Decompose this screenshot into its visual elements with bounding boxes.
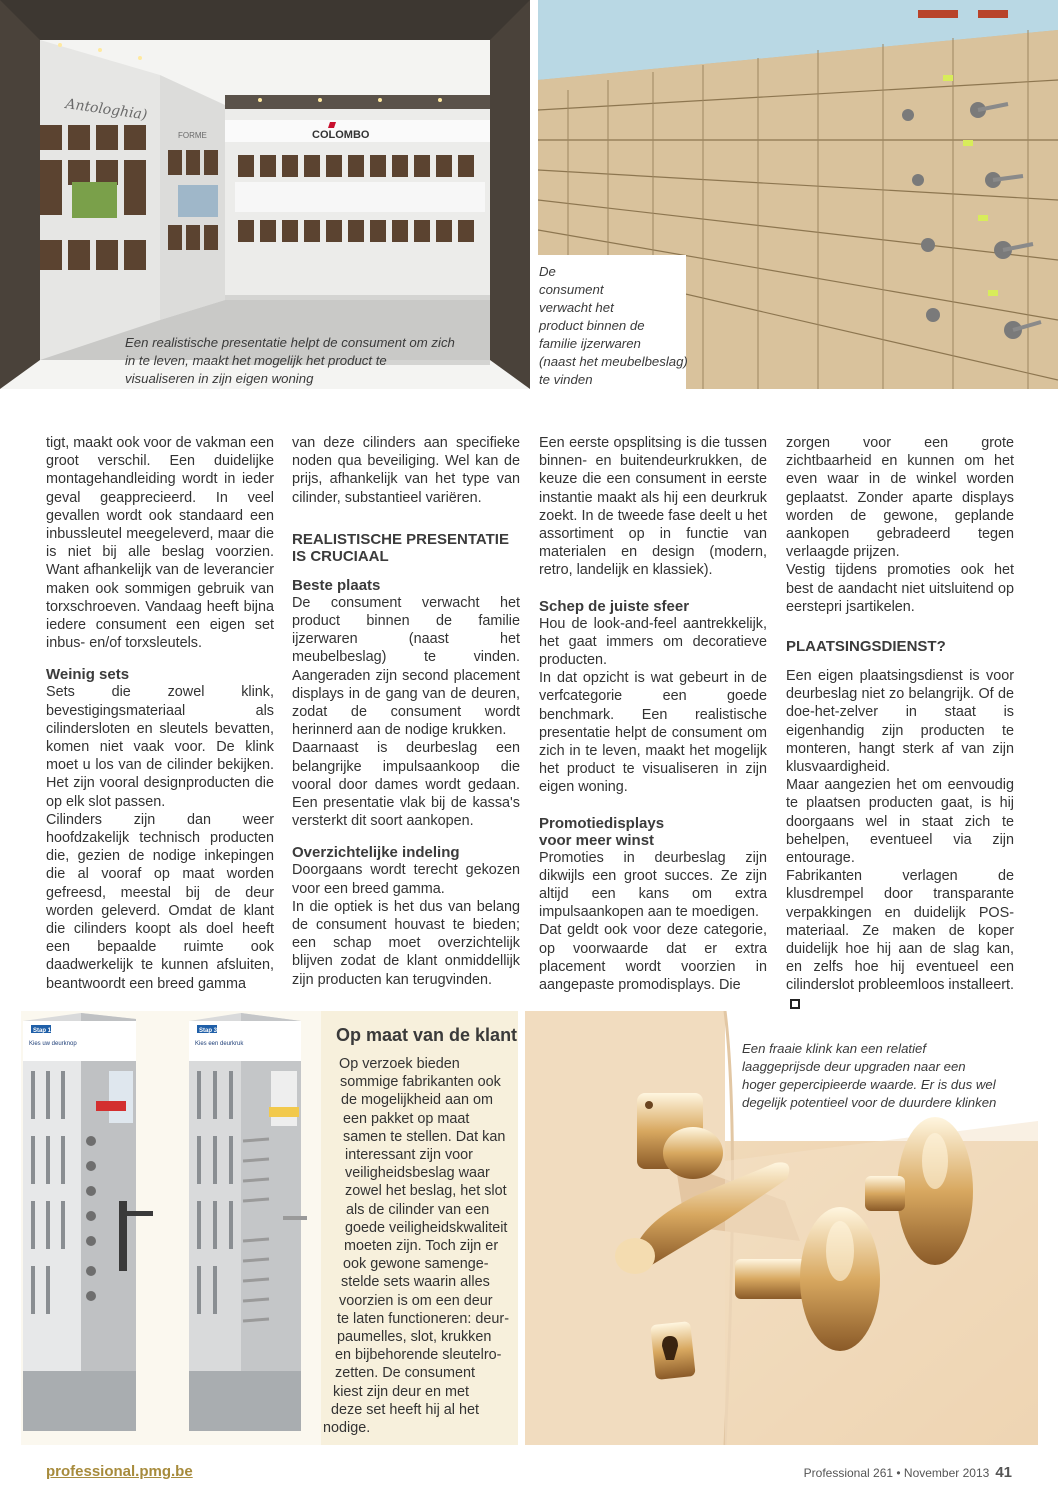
section-heading-plaatsingsdienst: PLAATSINGSDIENST? [786,638,946,656]
footer-url-link[interactable]: professional.pmg.be [46,1463,193,1480]
column-3 [539,434,767,994]
subheading-weinig-sets: Weinig sets [46,666,130,684]
store-wall-caption: De consument verwacht het product binnen de familie ijzerwaren (naast het meubelbeslag) te vinden [539,264,688,387]
display-stands-photo [21,1011,321,1445]
door-handle-caption: Een fraaie klink kan een relatief laaggeprijsde deur upgraden naar een hoger gepercipieerde waarde. Er is dus wel degelijk potentieel voor de duurdere klinken [742,1041,997,1110]
paragraph: tigt, maakt ook voor de vakman een groot verschil. Een duidelijke montagehandleiding wordt in ieder geval geapprecieerd. In veel gevallen wordt ook standaard een inbussleutel meegeleverd, maar die is niet bij alle beslag voorzien. Want afhankelijk van de leverancier maken ook sommigen gebruik van torxschroeven. Vandaag heeft bijna iedere consument een eigen set inbus- en/of torxsleutels. [46,435,274,652]
sidebar-text: Op verzoek bieden sommige fabrikanten ook de mogelijkheid aan om een pakket op maat samen te stellen. Dat kan interessant zijn voor veiligheidsbeslag waar zowel het beslag, het slot als de cilinder van een goede veiligheidskwaliteit moeten zijn. Toch zijn er ook gewone samenge- stelde sets waarin alles voorzien is om een deur te laten functioneren: deur- paumelles, slot, krukken en bijbehorende sleutelro- zetten. De consument kiest zijn deur en met deze set heeft hij al het nodige. [323,1056,509,1437]
showroom-photo [0,0,530,389]
subheading-beste-plaats: Beste plaats [292,576,381,594]
column-2 [292,434,520,989]
sidebar-title: Op maat van de klant [336,1025,518,1045]
colombo-sign: COLOMBO [312,129,370,141]
paragraph: Een eigen plaatsingsdienst is voor deurbeslag niet zo belangrijk. Of de doe-het-zelver in staat is eigenhandig zijn producten te monteren, hangt sterk af van zijn klusvaardigheid. [786,668,1014,776]
paragraph: Maar aangezien het om eenvoudig te plaatsen producten gaat, is hij doorgaans wel in staat zich te behelpen, eventueel via zijn entourage. [786,777,1014,867]
column-1 [46,434,274,993]
paragraph: van deze cilinders aan specifieke noden qua beveiliging. Wel kan de prijs, afhankelijk van het type van cilinder, substantieel variëren. [292,435,520,506]
paragraph: Daarnaast is deurbeslag een belangrijke impulsaankoop die vooral door dames wordt gedaan. Een presentatie vlak bij de kassa's versterkt dit soort aankopen. [292,740,520,830]
kies-label-left: Kies uw deurknop [29,1041,77,1047]
sidebar-box [21,1011,518,1445]
footer-issue-info [804,1464,1012,1481]
paragraph: Dat geldt ook voor deze categorie, op voorwaarde dat er extra placement wordt voorzien in aangepaste promodisplays. Die [539,922,767,994]
issue-label: Professional 261 • November 2013 [803,1466,990,1480]
paragraph: Sets die zowel klink, bevestigingsmateriaal als cilindersloten en sleutels bevatten, komen niet vaak voor. De klink moet u los van de cilinder bekijken. Het zijn vooral designproducten die op elk slot passen. [46,684,274,810]
stap-label-left: Stap 1 [33,1028,52,1034]
paragraph [786,867,1014,1013]
paragraph: Promoties in deurbeslag zijn dikwijls een groot succes. Ze zijn altijd een kans om extra impulsaankopen aan te moedigen. [539,849,767,921]
paragraph: Doorgaans wordt terecht gekozen voor een breed gamma. [292,862,520,897]
forme-sign: FORME [178,131,207,140]
paragraph: In dat opzicht is wat gebeurt in de verfcategorie een goede benchmark. Een realistische presentatie helpt de consument om zich in te leven, maakt het mogelijk het product te visualiseren in zijn eigen woning. [539,670,767,796]
paragraph: Een eerste opsplitsing is die tussen binnen- en buitendeurkrukken, de keuze die een consument in eerste instantie maakt als hij een deurkruk zoekt. In de tweede fase deelt u het assortiment op in functie van materialen en design (modern, retro, landelijk en klassiek). [539,435,767,579]
kies-label-right: Kies een deurkruk [195,1041,244,1047]
section-heading-presentatie: REALISTISCHE PRESENTATIE IS CRUCIAAL [292,530,509,565]
subheading-schep-sfeer: Schep de juiste sfeer [539,597,690,615]
paragraph: In die optiek is het dus van belang de consument houvast te bieden; een schap moet overzichtelijk blijven zodat de klant onmiddellijk zijn producten kan terugvinden. [292,898,520,988]
paragraph: De consument verwacht het product binnen de familie ijzerwaren (naast het meubelbeslag) te vinden. Aangeraden zijn second placement displays in de gang van de deuren, zodat de consument wordt herinnerd aan de nodige krukken. [292,594,520,739]
showroom-caption: Een realistische presentatie helpt de consument om zich in te leven, maakt het mogelijk het product te visualiseren in zijn eigen woning [125,335,455,386]
page-number: 41 [995,1464,1012,1481]
paragraph: Cilinders zijn dan weer hoofdzakelijk technisch producten die, gezien de nodige inkepingen die al vooraf op maat worden gefreesd, meestal bij de deur worden geleverd. Omdat de klant die cilinders koopt als doel heeft een bepaalde ruimte ook daadwerkelijk te kunnen afsluiten, beantwoordt een breed gamma [46,811,274,992]
paragraph: zorgen voor een grote zichtbaarheid en kunnen om het even waar in de winkel worden geplaatst. Zonder aparte displays worden de gewone, geplande aankopen gebradeerd tegen verlaagde prijzen. [786,435,1014,561]
paragraph: Vestig tijdens promoties ook het best de aandacht niet uitsluitend op eerstepri jsartikelen. [786,562,1014,615]
subheading-overzichtelijke-indeling: Overzichtelijke indeling [292,844,460,862]
column-4 [786,434,1014,1013]
subheading-promotiedisplays: Promotiedisplays voor meer winst [539,814,665,849]
paragraph: Hou de look-and-feel aantrekkelijk, het gaat immers om decoratieve producten. [539,615,767,669]
end-mark-icon [790,999,800,1009]
antologhia-sign: Antologhia) [64,96,149,124]
stap-label-right: Stap 3 [199,1028,218,1034]
paragraph-text: Fabrikanten verlagen de klusdrempel door transparante verpakkingen en duidelijk POS-materiaal. Ze maken de koper duidelijk hoe hij aan de slag kan, en zelfs hoe hij eventueel een cilinderslot probleemloos installeert. [786,868,1014,994]
